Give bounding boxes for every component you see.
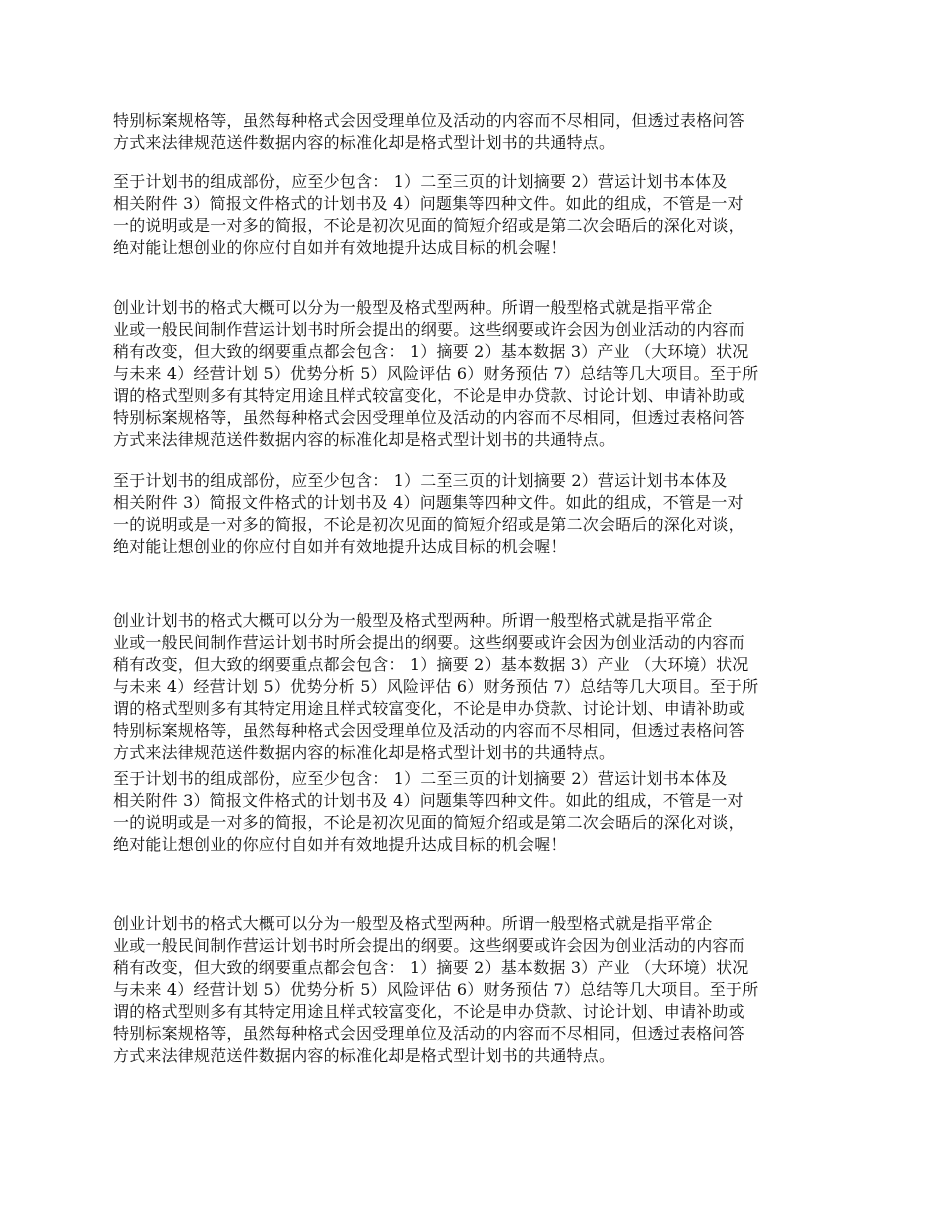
text-line: 相关附件 3）简报文件格式的计划书及 4）问题集等四种文件。如此的组成，不管是一对 [113,493,744,512]
text-line: 相关附件 3）简报文件格式的计划书及 4）问题集等四种文件。如此的组成，不管是一对 [113,194,744,213]
text-line: 方式来法律规范送件数据内容的标准化却是格式型计划书的共通特点。 [113,133,616,152]
text-line: 业或一般民间制作营运计划书时所会提出的纲要。这些纲要或许会因为创业活动的内容而 [113,320,745,339]
text-line: 业或一般民间制作营运计划书时所会提出的纲要。这些纲要或许会因为创业活动的内容而 [113,633,745,652]
text-line: 一的说明或是一对多的简报，不论是初次见面的简短介绍或是第二次会晤后的深化对谈， [113,216,745,235]
text-line: 特别标案规格等，虽然每种格式会因受理单位及活动的内容而不尽相同，但透过表格问答 [113,1024,745,1043]
text-line: 一的说明或是一对多的简报，不论是初次见面的简短介绍或是第二次会晤后的深化对谈， [113,813,745,832]
text-line: 至于计划书的组成部份，应至少包含： 1）二至三页的计划摘要 2）营运计划书本体及 [113,471,728,490]
text-line: 方式来法律规范送件数据内容的标准化却是格式型计划书的共通特点。 [113,743,616,762]
text-line: 方式来法律规范送件数据内容的标准化却是格式型计划书的共通特点。 [113,430,616,449]
text-line: 稍有改变，但大致的纲要重点都会包含： 1）摘要 2）基本数据 3）产业 （大环境）状况 [113,342,749,361]
text-line: 特别标案规格等，虽然每种格式会因受理单位及活动的内容而不尽相同，但透过表格问答 [113,408,745,427]
text-line: 稍有改变，但大致的纲要重点都会包含： 1）摘要 2）基本数据 3）产业 （大环境）状况 [113,958,749,977]
text-line: 创业计划书的格式大概可以分为一般型及格式型两种。所谓一般型格式就是指平常企 [113,298,713,317]
text-line: 稍有改变，但大致的纲要重点都会包含： 1）摘要 2）基本数据 3）产业 （大环境）状况 [113,655,749,674]
text-line: 相关附件 3）简报文件格式的计划书及 4）问题集等四种文件。如此的组成，不管是一对 [113,791,744,810]
text-line: 方式来法律规范送件数据内容的标准化却是格式型计划书的共通特点。 [113,1046,616,1065]
text-line: 谓的格式型则多有其特定用途且样式较富变化，不论是申办贷款、讨论计划、申请补助或 [113,386,745,405]
text-line: 绝对能让想创业的你应付自如并有效地提升达成目标的机会喔！ [113,238,567,257]
text-line: 与未来 4）经营计划 5）优势分析 5）风险评估 6）财务预估 7）总结等几大项目。至于所 [113,364,759,383]
text-line: 创业计划书的格式大概可以分为一般型及格式型两种。所谓一般型格式就是指平常企 [113,611,713,630]
paragraph-format-overview [113,297,848,451]
text-line: 与未来 4）经营计划 5）优势分析 5）风险评估 6）财务预估 7）总结等几大项目。至于所 [113,980,759,999]
paragraph-components [113,470,848,558]
paragraph-components [113,171,848,259]
text-line: 至于计划书的组成部份，应至少包含： 1）二至三页的计划摘要 2）营运计划书本体及 [113,172,728,191]
text-line: 特别标案规格等，虽然每种格式会因受理单位及活动的内容而不尽相同，但透过表格问答 [113,111,745,130]
text-line: 绝对能让想创业的你应付自如并有效地提升达成目标的机会喔！ [113,835,567,854]
text-line: 谓的格式型则多有其特定用途且样式较富变化，不论是申办贷款、讨论计划、申请补助或 [113,1002,745,1021]
text-line: 创业计划书的格式大概可以分为一般型及格式型两种。所谓一般型格式就是指平常企 [113,914,713,933]
text-line: 特别标案规格等，虽然每种格式会因受理单位及活动的内容而不尽相同，但透过表格问答 [113,721,745,740]
text-line: 至于计划书的组成部份，应至少包含： 1）二至三页的计划摘要 2）营运计划书本体及 [113,769,728,788]
paragraph-format-overview-tail [113,110,848,154]
text-line: 绝对能让想创业的你应付自如并有效地提升达成目标的机会喔！ [113,537,567,556]
paragraph-components [113,768,848,856]
text-line: 一的说明或是一对多的简报，不论是初次见面的简短介绍或是第二次会晤后的深化对谈， [113,515,745,534]
text-line: 谓的格式型则多有其特定用途且样式较富变化，不论是申办贷款、讨论计划、申请补助或 [113,699,745,718]
paragraph-format-overview [113,610,848,764]
text-line: 与未来 4）经营计划 5）优势分析 5）风险评估 6）财务预估 7）总结等几大项目。至于所 [113,677,759,696]
text-line: 业或一般民间制作营运计划书时所会提出的纲要。这些纲要或许会因为创业活动的内容而 [113,936,745,955]
paragraph-format-overview [113,913,848,1067]
